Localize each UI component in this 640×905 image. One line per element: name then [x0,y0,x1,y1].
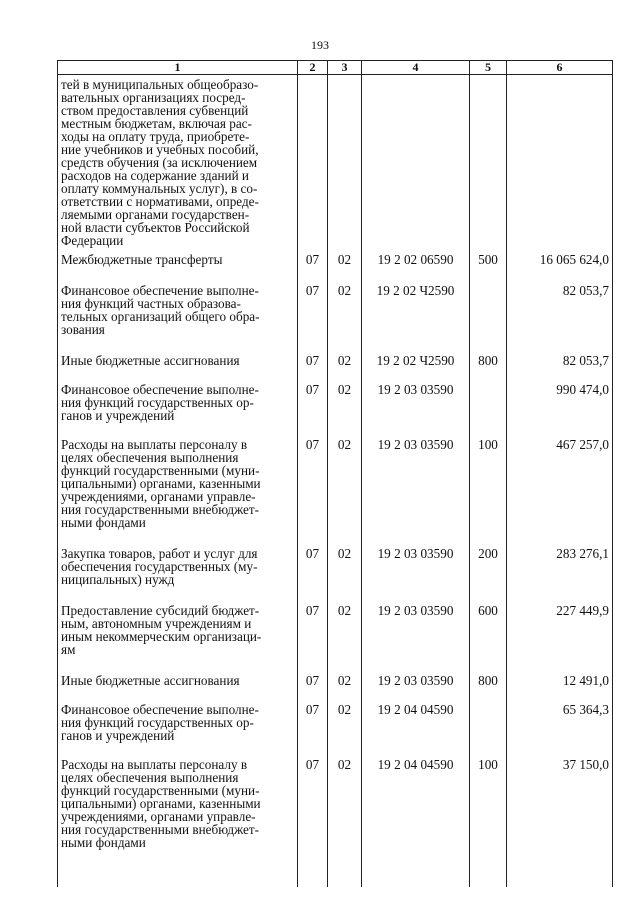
table-row [58,674,613,703]
row-section-code-text: 07 [305,283,320,298]
row-subsection-code-text: 02 [337,353,352,368]
row-amount [507,438,613,547]
row-section-code [298,674,328,703]
column-header-1: 1 [58,61,298,75]
filler-cell [328,863,362,887]
row-expense-type-text: 600 [478,603,498,618]
row-subsection-code-text: 02 [337,673,352,688]
filler-cell [470,863,507,887]
row-amount [507,284,613,354]
row-description-text: Иные бюджетные ассигнования [61,673,240,688]
row-description [58,354,298,383]
row-description [58,75,298,254]
row-description-text: Финансовое обеспечение выполне- ния функций государственных ор- ганов и учреждений [61,702,259,743]
table-row [58,438,613,547]
filler-cell [298,863,328,887]
row-expense-type [470,284,507,354]
row-description [58,438,298,547]
row-amount [507,253,613,284]
row-subsection-code [328,75,362,254]
row-amount [507,604,613,674]
row-amount-text: 12 491,0 [562,673,609,688]
table-body [58,75,613,888]
row-section-code-text: 07 [305,673,320,688]
row-section-code-text: 07 [305,546,320,561]
row-section-code [298,547,328,604]
row-target-article-text: 19 2 02 Ч2590 [376,353,455,368]
row-expense-type-text: 800 [478,353,498,368]
row-amount-text: 467 257,0 [556,437,609,452]
row-subsection-code [328,703,362,758]
row-amount-text: 82 053,7 [562,353,609,368]
row-target-article-text: 19 2 03 03590 [377,382,454,397]
row-subsection-code [328,253,362,284]
row-expense-type-text: 100 [478,757,498,772]
row-expense-type-text: 100 [478,437,498,452]
table-header-row [58,61,613,75]
row-section-code [298,383,328,438]
row-target-article [362,75,470,254]
row-expense-type [470,703,507,758]
table-row [58,354,613,383]
row-section-code [298,253,328,284]
row-expense-type [470,354,507,383]
row-target-article-text: 19 2 04 04590 [377,702,454,717]
row-target-article-text: 19 2 03 03590 [377,673,454,688]
row-description-text: тей в муниципальных общеобразо- вательных организациях посред- ством предоставления субвенций местным бюджетам, включая рас- ходы на оплату труда, приобрете- ние учебников и учебных пособий, средств обучения (за исключением расходов на содержание зданий и оплату коммунальных услуг), в со- ответствии с нормативами, опреде- ляемыми органами государствен- ной власти субъектов Российской Федерации [61,77,259,248]
row-expense-type-text: 800 [478,673,498,688]
row-target-article-text: 19 2 03 03590 [377,437,454,452]
row-description-text: Закупка товаров, работ и услуг для обеспечения государственных (му- ниципальных) нужд [61,546,258,587]
row-target-article [362,674,470,703]
table-row [58,253,613,284]
row-target-article [362,758,470,863]
row-target-article [362,354,470,383]
row-description [58,284,298,354]
row-amount [507,75,613,254]
row-target-article [362,703,470,758]
row-section-code-text: 07 [305,382,320,397]
row-expense-type-text: 500 [478,252,498,267]
row-amount-text: 82 053,7 [562,283,609,298]
row-subsection-code [328,438,362,547]
row-amount [507,547,613,604]
row-subsection-code-text: 02 [337,702,352,717]
row-section-code [298,284,328,354]
row-section-code-text: 07 [305,702,320,717]
row-subsection-code-text: 02 [337,603,352,618]
table-row-filler [58,863,613,887]
column-header-5: 5 [470,61,507,75]
row-amount [507,354,613,383]
row-amount-text: 37 150,0 [562,757,609,772]
row-target-article [362,547,470,604]
row-section-code-text: 07 [305,353,320,368]
row-amount [507,383,613,438]
row-subsection-code [328,674,362,703]
row-amount [507,674,613,703]
row-subsection-code [328,547,362,604]
row-subsection-code-text: 02 [337,757,352,772]
row-section-code-text: 07 [305,252,320,267]
row-amount-text: 283 276,1 [556,546,609,561]
row-amount [507,703,613,758]
table-row [58,547,613,604]
budget-table [57,60,613,887]
column-header-3: 3 [328,61,362,75]
row-subsection-code-text: 02 [337,382,352,397]
row-description [58,383,298,438]
row-amount-text: 16 065 624,0 [539,252,609,267]
row-description-text: Иные бюджетные ассигнования [61,353,240,368]
row-target-article-text: 19 2 03 03590 [377,546,454,561]
row-target-article [362,284,470,354]
row-target-article-text: 19 2 04 04590 [377,757,454,772]
table-row [58,284,613,354]
row-expense-type [470,674,507,703]
row-target-article-text: 19 2 03 03590 [377,603,454,618]
filler-cell [58,863,298,887]
row-expense-type [470,604,507,674]
row-target-article-text: 19 2 02 06590 [377,252,454,267]
row-amount-text: 227 449,9 [556,603,609,618]
table-row [58,383,613,438]
row-subsection-code-text: 02 [337,283,352,298]
row-expense-type [470,75,507,254]
row-description [58,703,298,758]
filler-cell [507,863,613,887]
row-expense-type-text: 200 [478,546,498,561]
row-expense-type [470,547,507,604]
column-header-2: 2 [298,61,328,75]
row-subsection-code [328,354,362,383]
row-target-article-text: 19 2 02 Ч2590 [376,283,455,298]
row-description [58,547,298,604]
row-subsection-code-text: 02 [337,437,352,452]
table-row [58,703,613,758]
column-header-6: 6 [507,61,613,75]
row-section-code [298,703,328,758]
row-subsection-code [328,284,362,354]
row-section-code [298,438,328,547]
row-expense-type [470,383,507,438]
row-description-text: Межбюджетные трансферты [61,252,223,267]
row-description [58,253,298,284]
row-expense-type [470,758,507,863]
row-subsection-code [328,604,362,674]
row-target-article [362,383,470,438]
column-header-4: 4 [362,61,470,75]
table-row [58,758,613,863]
row-description-text: Предоставление субсидий бюджет- ным, автономным учреждениям и иным некоммерческим организаци- ям [61,603,262,657]
row-amount-text: 990 474,0 [556,382,609,397]
row-amount-text: 65 364,3 [562,702,609,717]
row-description-text: Расходы на выплаты персоналу в целях обеспечения выполнения функций государственными (муни- ципальными) органами, казенными учреждениями, органами управле- ния государственными внебюджет- ными фондами [61,757,261,850]
table-row [58,75,613,254]
row-subsection-code [328,758,362,863]
row-section-code-text: 07 [305,603,320,618]
row-target-article [362,604,470,674]
row-description-text: Финансовое обеспечение выполне- ния функций частных образова- тельных организаций общего обра- зования [61,283,260,337]
row-amount [507,758,613,863]
row-section-code-text: 07 [305,757,320,772]
row-expense-type [470,253,507,284]
row-subsection-code [328,383,362,438]
row-section-code-text: 07 [305,437,320,452]
row-target-article [362,438,470,547]
row-description-text: Расходы на выплаты персоналу в целях обеспечения выполнения функций государственными (муни- ципальными) органами, казенными учреждениями, органами управле- ния государственными внебюджет- ными фондами [61,437,261,530]
row-description [58,674,298,703]
row-section-code [298,354,328,383]
row-subsection-code-text: 02 [337,252,352,267]
row-target-article [362,253,470,284]
row-section-code [298,758,328,863]
row-section-code [298,75,328,254]
row-description [58,758,298,863]
filler-cell [362,863,470,887]
row-expense-type [470,438,507,547]
row-section-code [298,604,328,674]
page-number: 193 [311,38,329,52]
table-row [58,604,613,674]
row-description [58,604,298,674]
row-subsection-code-text: 02 [337,546,352,561]
row-description-text: Финансовое обеспечение выполне- ния функций государственных ор- ганов и учреждений [61,382,259,423]
